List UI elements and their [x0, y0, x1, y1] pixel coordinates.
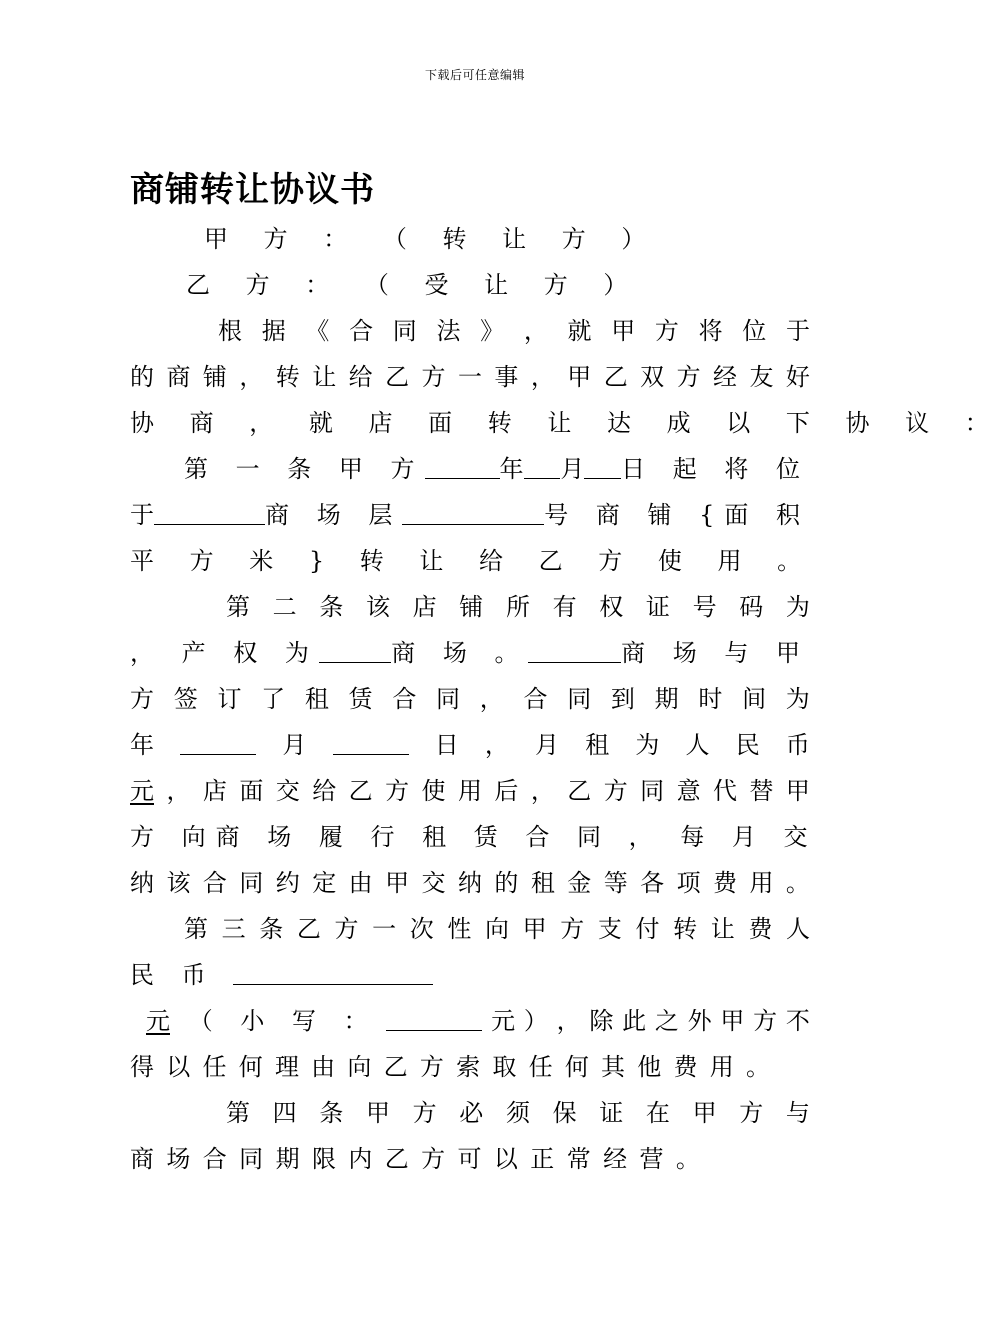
text-char: 他	[637, 1053, 662, 1081]
text-char: 权	[599, 593, 624, 621]
text-char: 店	[202, 777, 227, 805]
text-char: 甲	[567, 363, 592, 391]
text-char: 让	[710, 915, 735, 943]
text-char: 给	[348, 363, 373, 391]
text-char: 条	[319, 593, 344, 621]
text-char: 第	[226, 1099, 250, 1127]
text-char: 方	[560, 915, 585, 943]
text-char: 方	[753, 1007, 778, 1035]
text-char: 商	[130, 1145, 154, 1173]
text-char: 双	[640, 363, 665, 391]
text-char: 的	[494, 869, 519, 897]
text-char: 限	[311, 1145, 336, 1173]
text-char: 其	[601, 1053, 626, 1081]
text-char: 证	[599, 1099, 624, 1127]
document-body	[130, 216, 1003, 1182]
blank-month[interactable]	[524, 452, 561, 479]
text-char: ，	[523, 317, 548, 345]
article-3-line-4	[130, 1044, 810, 1090]
text-char: 就	[567, 317, 592, 345]
text-char: 间	[742, 685, 767, 713]
text-char: 何	[564, 1053, 589, 1081]
text-char: 于	[785, 317, 810, 345]
text-char: 第	[184, 915, 208, 943]
text-char: 期	[654, 685, 679, 713]
text-char: 转	[673, 915, 698, 943]
text-char: 甲	[785, 777, 810, 805]
text-char: 由	[311, 1053, 336, 1081]
text-char: 为	[785, 685, 810, 713]
text-char: 除	[589, 1007, 614, 1035]
text-char: 外	[687, 1007, 712, 1035]
text-char: 事	[494, 363, 519, 391]
text-char: 同	[436, 685, 461, 713]
text-char: 同	[239, 1145, 264, 1173]
text-char: 得	[130, 1053, 154, 1081]
text-char: 甲	[365, 1099, 390, 1127]
text-char: 乙	[567, 777, 592, 805]
text-char: 任	[528, 1053, 553, 1081]
text-char: 乙	[603, 363, 628, 391]
article-2-line-1	[130, 584, 810, 630]
article-1-line-3: 平 方 米 } 转 让 给 乙 方 使 用 。	[130, 547, 816, 575]
text-char: 不	[785, 1007, 810, 1035]
intro-line-3: 协 商 ， 就 店 面 转 让 达 成 以 下 协 议 ：	[130, 409, 1003, 437]
text-char: 约	[275, 869, 300, 897]
text-char: 费	[713, 869, 737, 897]
text-char: 甲	[720, 1007, 745, 1035]
text-char: 所	[505, 593, 530, 621]
text-char: 转	[275, 363, 300, 391]
text-char: ，	[166, 777, 191, 805]
text-char: 性	[447, 915, 472, 943]
text-char: 此	[622, 1007, 647, 1035]
text-char: 经	[713, 363, 737, 391]
text-char: 内	[348, 1145, 373, 1173]
text-char: 与	[785, 1099, 810, 1127]
text-char: 人	[685, 731, 710, 759]
text-char: 条	[259, 915, 284, 943]
text-char: 何	[238, 1053, 263, 1081]
text-char: 场	[166, 1145, 191, 1173]
article-3-line-2: 民 币	[130, 952, 810, 998]
article-3-line-3: 元 （ 小 写 ： 元 ） ， 除 此 之 外 甲 方 不	[130, 998, 810, 1044]
text-char: 支	[597, 915, 622, 943]
text-char: 友	[749, 363, 774, 391]
text-char: 方	[676, 363, 701, 391]
text-char: 用	[457, 777, 482, 805]
text-char: 用	[709, 1053, 734, 1081]
text-char: 纳	[457, 869, 482, 897]
text-char: ，	[479, 685, 504, 713]
text-char: 面	[239, 777, 264, 805]
text-char: 方	[739, 1099, 764, 1127]
text-char: ，	[556, 1007, 581, 1035]
text-char: 》	[480, 317, 505, 345]
text-char: 理	[274, 1053, 299, 1081]
article-2-line-2: ， 产 权 为 商 场 。 商 场 与 甲	[130, 630, 810, 676]
article-2-line-7	[130, 860, 810, 906]
text-char: 付	[635, 915, 660, 943]
text-char: 到	[610, 685, 635, 713]
intro-line-2	[130, 354, 810, 400]
text-char: 金	[567, 869, 592, 897]
text-char: 须	[505, 1099, 530, 1127]
text-char: ，	[484, 731, 509, 759]
text-char: 正	[530, 1145, 555, 1173]
text-char: 位	[742, 317, 767, 345]
text-char: 向	[347, 1053, 372, 1081]
text-char: 同	[392, 317, 417, 345]
blank-end-month[interactable]	[180, 728, 256, 755]
text-char: 将	[698, 317, 723, 345]
text-char: 费	[673, 1053, 698, 1081]
article-1-line-1: 第 一 条 甲 方 年 月 日 起 将 位	[130, 446, 810, 492]
text-char: 二	[272, 593, 297, 621]
text-char: 方	[654, 317, 679, 345]
text-char: 经	[603, 1145, 628, 1173]
text-char: 定	[312, 869, 337, 897]
text-char: 让	[312, 363, 337, 391]
text-char: 。	[785, 869, 810, 897]
text-char: 商	[166, 363, 191, 391]
text-char: 店	[412, 593, 437, 621]
text-char: 赁	[348, 685, 373, 713]
text-char: 据	[261, 317, 286, 345]
text-char: 等	[603, 869, 628, 897]
text-char: 各	[640, 869, 665, 897]
text-char: 意	[676, 777, 701, 805]
text-char: 甲	[522, 915, 547, 943]
text-char: 甲	[692, 1099, 717, 1127]
party-b-line: 乙 方 ： （ 受 让 方 ）	[186, 271, 642, 299]
article-2-line-6: 方 向 商 场 履 行 租 赁 合 同 ， 每 月 交	[130, 823, 818, 851]
text-char: 同	[567, 685, 592, 713]
text-char: 法	[436, 317, 461, 345]
text-char: 方	[419, 1053, 444, 1081]
article-2-line-3	[130, 676, 810, 722]
text-char: 时	[698, 685, 723, 713]
text-char: 项	[676, 869, 701, 897]
text-char: 根	[218, 317, 242, 345]
text-char: 元	[491, 1007, 516, 1035]
text-char: 条	[319, 1099, 344, 1127]
text-char: 乙	[296, 915, 321, 943]
text-char: 四	[272, 1099, 297, 1127]
blank-shop-number[interactable]	[402, 498, 544, 525]
text-char: ，	[530, 363, 555, 391]
text-char: 同	[239, 869, 264, 897]
text-char: 铺	[202, 363, 227, 391]
text-char: 方	[603, 777, 628, 805]
text-char: 常	[566, 1145, 591, 1173]
text-char: 《	[305, 317, 330, 345]
blank-end-day[interactable]	[333, 728, 409, 755]
text-char: 日	[434, 731, 459, 759]
text-char: 好	[785, 363, 810, 391]
text-char: 交	[275, 777, 300, 805]
text-char: 三	[221, 915, 246, 943]
text-char: 一	[372, 915, 397, 943]
text-char: 交	[421, 869, 446, 897]
text-char: 的	[130, 363, 154, 391]
text-char: 方	[421, 1145, 446, 1173]
text-char: 代	[713, 777, 737, 805]
text-char: 号	[692, 593, 717, 621]
text-char: 取	[492, 1053, 517, 1081]
text-char: 使	[421, 777, 446, 805]
text-char: 乙	[348, 777, 373, 805]
blank-mall-2[interactable]	[528, 636, 621, 663]
text-char: 由	[348, 869, 373, 897]
blank-fee-lowercase[interactable]	[386, 1004, 482, 1031]
document-title: 商铺转让协议书	[130, 170, 375, 210]
text-char: ，	[530, 777, 555, 805]
text-char: 为	[635, 731, 660, 759]
text-char: 后	[494, 777, 519, 805]
text-char: 租	[304, 685, 329, 713]
blank-year[interactable]	[425, 452, 500, 479]
text-char: 乙	[384, 1145, 409, 1173]
text-char: 必	[459, 1099, 484, 1127]
text-char: 方	[421, 363, 446, 391]
text-char: 方	[385, 777, 410, 805]
text-char: 第	[226, 593, 250, 621]
text-char: 以	[493, 1145, 518, 1173]
text-char: 纳	[130, 869, 154, 897]
text-char: 有	[552, 593, 577, 621]
intro-line-1	[130, 308, 810, 354]
text-char: 合	[349, 317, 374, 345]
text-char: 可	[457, 1145, 482, 1173]
party-a-line: 甲 方 ： （ 转 让 方 ）	[204, 225, 660, 253]
text-char: 期	[275, 1145, 300, 1173]
article-3-line-1	[130, 906, 810, 952]
text-char: 一	[457, 363, 482, 391]
article-1-line-2: 于 商 场 层 号 商 铺 {面 积	[130, 492, 810, 538]
text-char: 乙	[383, 1053, 408, 1081]
page-header-note: 下载后可任意编辑	[424, 68, 525, 82]
text-char: 给	[312, 777, 337, 805]
text-char: 之	[654, 1007, 679, 1035]
text-char: 证	[645, 593, 670, 621]
text-char: 合	[392, 685, 417, 713]
text-char: 合	[202, 869, 227, 897]
article-4-line-1	[130, 1090, 810, 1136]
text-char: 铺	[459, 593, 484, 621]
text-char: 了	[261, 685, 286, 713]
text-char: 方	[334, 915, 359, 943]
text-char: 次	[409, 915, 434, 943]
text-char: 该	[365, 593, 390, 621]
text-char: 签	[173, 685, 198, 713]
article-2-line-4: 年 月 日 ， 月 租 为 人 民 币	[130, 722, 810, 768]
text-char: 甲	[385, 869, 410, 897]
text-char: 月	[535, 731, 560, 759]
text-char: 该	[166, 869, 191, 897]
text-char: 合	[523, 685, 548, 713]
text-char: 。	[745, 1053, 770, 1081]
text-char: ，	[239, 363, 264, 391]
text-char: 订	[217, 685, 242, 713]
text-char: 民	[735, 731, 760, 759]
blank-property-owner[interactable]	[319, 636, 391, 663]
text-char: 同	[640, 777, 665, 805]
text-char: 租	[585, 731, 610, 759]
text-char: 费	[748, 915, 773, 943]
text-char: 向	[485, 915, 509, 943]
text-char: 乙	[385, 363, 410, 391]
text-char: 保	[552, 1099, 577, 1127]
text-char: 在	[645, 1099, 670, 1127]
text-char: ）	[523, 1007, 548, 1035]
text-char: 币	[785, 731, 810, 759]
text-char: 索	[456, 1053, 481, 1081]
text-char: 租	[530, 869, 555, 897]
blank-fee-uppercase[interactable]	[233, 958, 433, 985]
text-char: 替	[749, 777, 774, 805]
blank-mall[interactable]	[154, 498, 265, 525]
article-2-line-5: 元 ， 店 面 交 给 乙 方 使 用 后 ， 乙 方 同 意 代 替 甲	[130, 768, 810, 814]
text-char: 营	[639, 1145, 664, 1173]
text-char: 方	[130, 685, 154, 713]
text-char: 任	[202, 1053, 227, 1081]
text-char: 为	[785, 593, 810, 621]
text-char: 码	[739, 593, 764, 621]
text-char: 合	[202, 1145, 227, 1173]
article-4-line-2	[130, 1136, 810, 1182]
text-char: 以	[166, 1053, 191, 1081]
text-char: 用	[749, 869, 774, 897]
text-char: 。	[675, 1145, 700, 1173]
text-char: 方	[412, 1099, 437, 1127]
blank-day[interactable]	[584, 452, 621, 479]
text-char: 人	[786, 915, 810, 943]
text-char: 甲	[611, 317, 636, 345]
